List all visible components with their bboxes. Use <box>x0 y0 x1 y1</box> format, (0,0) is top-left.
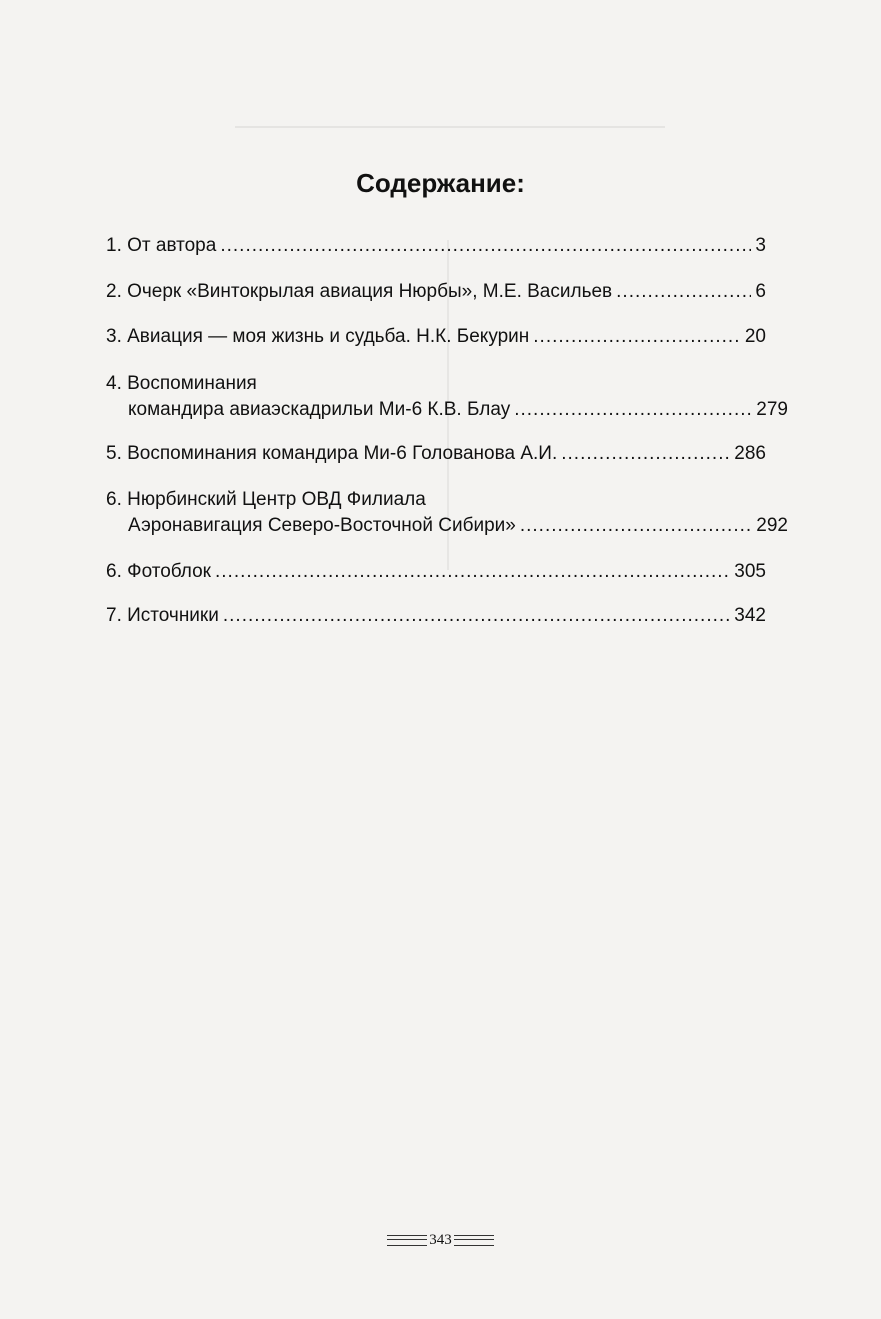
leader-dots <box>514 397 752 423</box>
toc-entry-label-line1: 6. Нюрбинский Центр ОВД Филиала <box>106 489 426 510</box>
toc-entry-page: 342 <box>734 605 766 626</box>
toc-entry-page: 279 <box>756 399 788 420</box>
leader-dots <box>533 324 741 350</box>
toc-entry-label: Аэронавигация Северо-Восточной Сибири» <box>128 515 516 536</box>
toc-entry-label: 6. Фотоблок <box>106 561 211 582</box>
toc-entry-page: 305 <box>734 561 766 582</box>
leader-dots <box>215 559 730 585</box>
toc-entry <box>106 603 766 629</box>
leader-dots <box>616 279 751 305</box>
folio-ornament-right <box>454 1235 494 1246</box>
folio-ornament-left <box>387 1235 427 1246</box>
toc-entry-page: 3 <box>755 235 766 256</box>
page-number-text: 343 <box>429 1232 452 1248</box>
leader-dots <box>223 603 730 629</box>
toc-entry <box>106 233 766 259</box>
show-through-rule <box>235 126 665 128</box>
leader-dots <box>561 441 730 467</box>
page-number <box>0 1232 881 1249</box>
toc-entry <box>106 324 766 350</box>
toc-entry-page: 286 <box>734 443 766 464</box>
toc-entry-label: 5. Воспоминания командира Ми-6 Голованова А.И. <box>106 443 558 464</box>
toc-title: Содержание: <box>356 168 525 198</box>
toc-entry-page: 292 <box>756 515 788 536</box>
toc-entry-page: 6 <box>755 281 766 302</box>
toc-entry-label: 2. Очерк «Винтокрылая авиация Нюрбы», М.Е. Васильев <box>106 281 613 302</box>
toc-entry <box>106 371 788 423</box>
toc-entry <box>106 559 766 585</box>
toc-entry-label-line1: 4. Воспоминания <box>106 373 257 394</box>
toc-entry <box>106 441 766 467</box>
toc-entry-label: командира авиаэскадрильи Ми-6 К.В. Блау <box>128 399 511 420</box>
toc-entry <box>106 487 788 539</box>
toc-entry-page: 20 <box>744 326 766 347</box>
leader-dots <box>520 513 752 539</box>
leader-dots <box>220 233 751 259</box>
toc-entry-label: 1. От автора <box>106 235 217 256</box>
toc-entry-label: 7. Источники <box>106 605 219 626</box>
toc-entry <box>106 279 766 305</box>
toc-entry-label: 3. Авиация — моя жизнь и судьба. Н.К. Бекурин <box>106 326 530 347</box>
